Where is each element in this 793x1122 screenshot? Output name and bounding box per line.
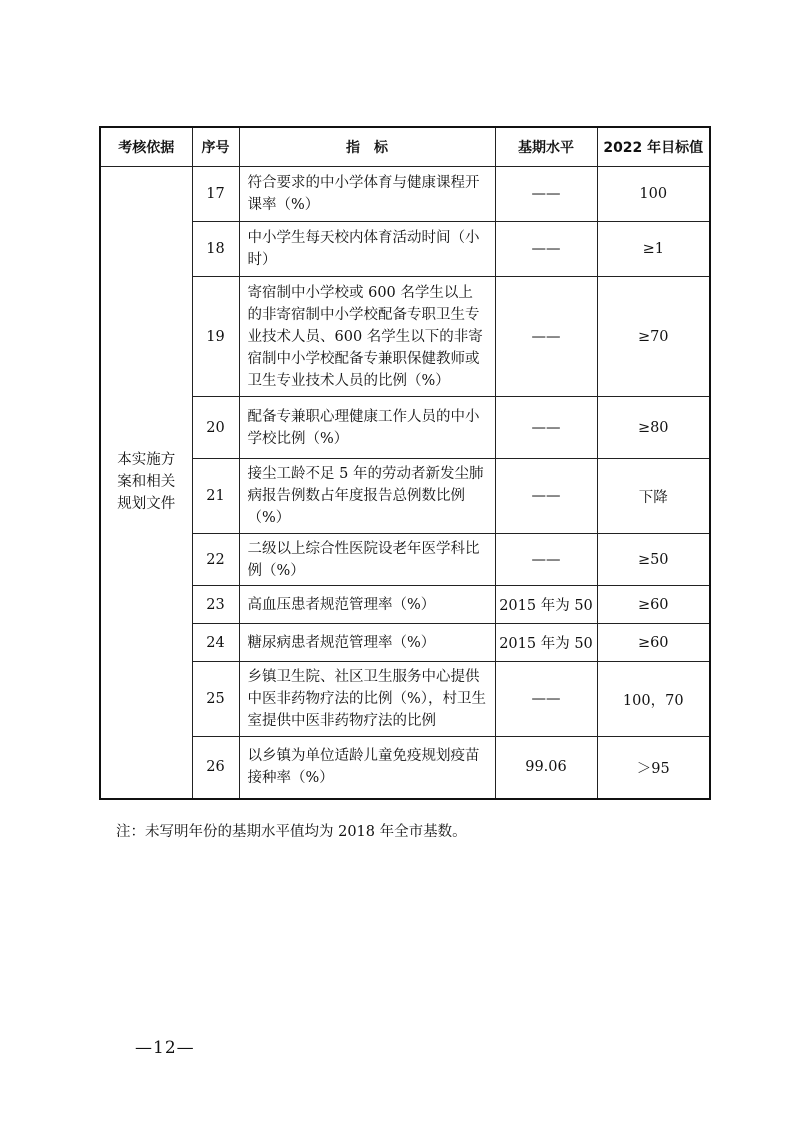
table-row xyxy=(100,397,710,459)
seq-cell: 24 xyxy=(192,624,239,662)
target-cell: ≥1 xyxy=(597,222,710,277)
indicator-cell: 乡镇卫生院、社区卫生服务中心提供中医非药物疗法的比例（%），村卫生室提供中医非药物疗法的比例 xyxy=(239,662,495,737)
baseline-cell: —— xyxy=(495,662,597,737)
baseline-cell: —— xyxy=(495,459,597,534)
indicator-cell: 符合要求的中小学体育与健康课程开课率（%） xyxy=(239,167,495,222)
header-seq: 序号 xyxy=(192,127,239,167)
baseline-cell: —— xyxy=(495,534,597,586)
target-cell: ≥50 xyxy=(597,534,710,586)
seq-cell: 22 xyxy=(192,534,239,586)
page-number: —12— xyxy=(135,1038,195,1058)
table-header-row xyxy=(100,127,710,167)
target-cell: ≥70 xyxy=(597,277,710,397)
seq-cell: 25 xyxy=(192,662,239,737)
indicator-cell: 接尘工龄不足 5 年的劳动者新发尘肺病报告例数占年度报告总例数比例（%） xyxy=(239,459,495,534)
seq-cell: 17 xyxy=(192,167,239,222)
table-row xyxy=(100,222,710,277)
target-cell: 100 xyxy=(597,167,710,222)
baseline-cell: —— xyxy=(495,167,597,222)
header-basis: 考核依据 xyxy=(100,127,192,167)
target-cell: ≥80 xyxy=(597,397,710,459)
baseline-cell: —— xyxy=(495,397,597,459)
seq-cell: 20 xyxy=(192,397,239,459)
target-cell: 100，70 xyxy=(597,662,710,737)
header-target: 2022 年目标值 xyxy=(597,127,710,167)
seq-cell: 18 xyxy=(192,222,239,277)
indicator-cell: 寄宿制中小学校或 600 名学生以上的非寄宿制中小学校配备专职卫生专业技术人员、600 名学生以下的非寄宿制中小学校配备专兼职保健教师或卫生专业技术人员的比例（%） xyxy=(239,277,495,397)
indicator-table xyxy=(99,126,711,800)
indicator-cell: 以乡镇为单位适龄儿童免疫规划疫苗接种率（%） xyxy=(239,737,495,799)
baseline-cell: 2015 年为 50 xyxy=(495,624,597,662)
seq-cell: 21 xyxy=(192,459,239,534)
target-cell: 下降 xyxy=(597,459,710,534)
basis-cell xyxy=(100,167,192,799)
baseline-cell: —— xyxy=(495,277,597,397)
baseline-cell: —— xyxy=(495,222,597,277)
footnote: 注：未写明年份的基期水平值均为 2018 年全市基数。 xyxy=(116,824,467,840)
table-row xyxy=(100,737,710,799)
seq-cell: 19 xyxy=(192,277,239,397)
header-baseline: 基期水平 xyxy=(495,127,597,167)
indicator-cell: 中小学生每天校内体育活动时间（小时） xyxy=(239,222,495,277)
table-row xyxy=(100,459,710,534)
seq-cell: 26 xyxy=(192,737,239,799)
indicator-cell: 配备专兼职心理健康工作人员的中小学校比例（%） xyxy=(239,397,495,459)
target-cell: ＞95 xyxy=(597,737,710,799)
seq-cell: 23 xyxy=(192,586,239,624)
table-row xyxy=(100,534,710,586)
target-cell: ≥60 xyxy=(597,586,710,624)
indicator-cell: 二级以上综合性医院设老年医学科比例（%） xyxy=(239,534,495,586)
header-indicator: 指 标 xyxy=(239,127,495,167)
table-row xyxy=(100,167,710,222)
table-row xyxy=(100,277,710,397)
table-row xyxy=(100,662,710,737)
table-row xyxy=(100,624,710,662)
table-row xyxy=(100,586,710,624)
target-cell: ≥60 xyxy=(597,624,710,662)
indicator-cell: 高血压患者规范管理率（%） xyxy=(239,586,495,624)
indicator-cell: 糖尿病患者规范管理率（%） xyxy=(239,624,495,662)
basis-text: 本实施方案和相关规划文件 xyxy=(117,452,176,513)
baseline-cell: 2015 年为 50 xyxy=(495,586,597,624)
baseline-cell: 99.06 xyxy=(495,737,597,799)
